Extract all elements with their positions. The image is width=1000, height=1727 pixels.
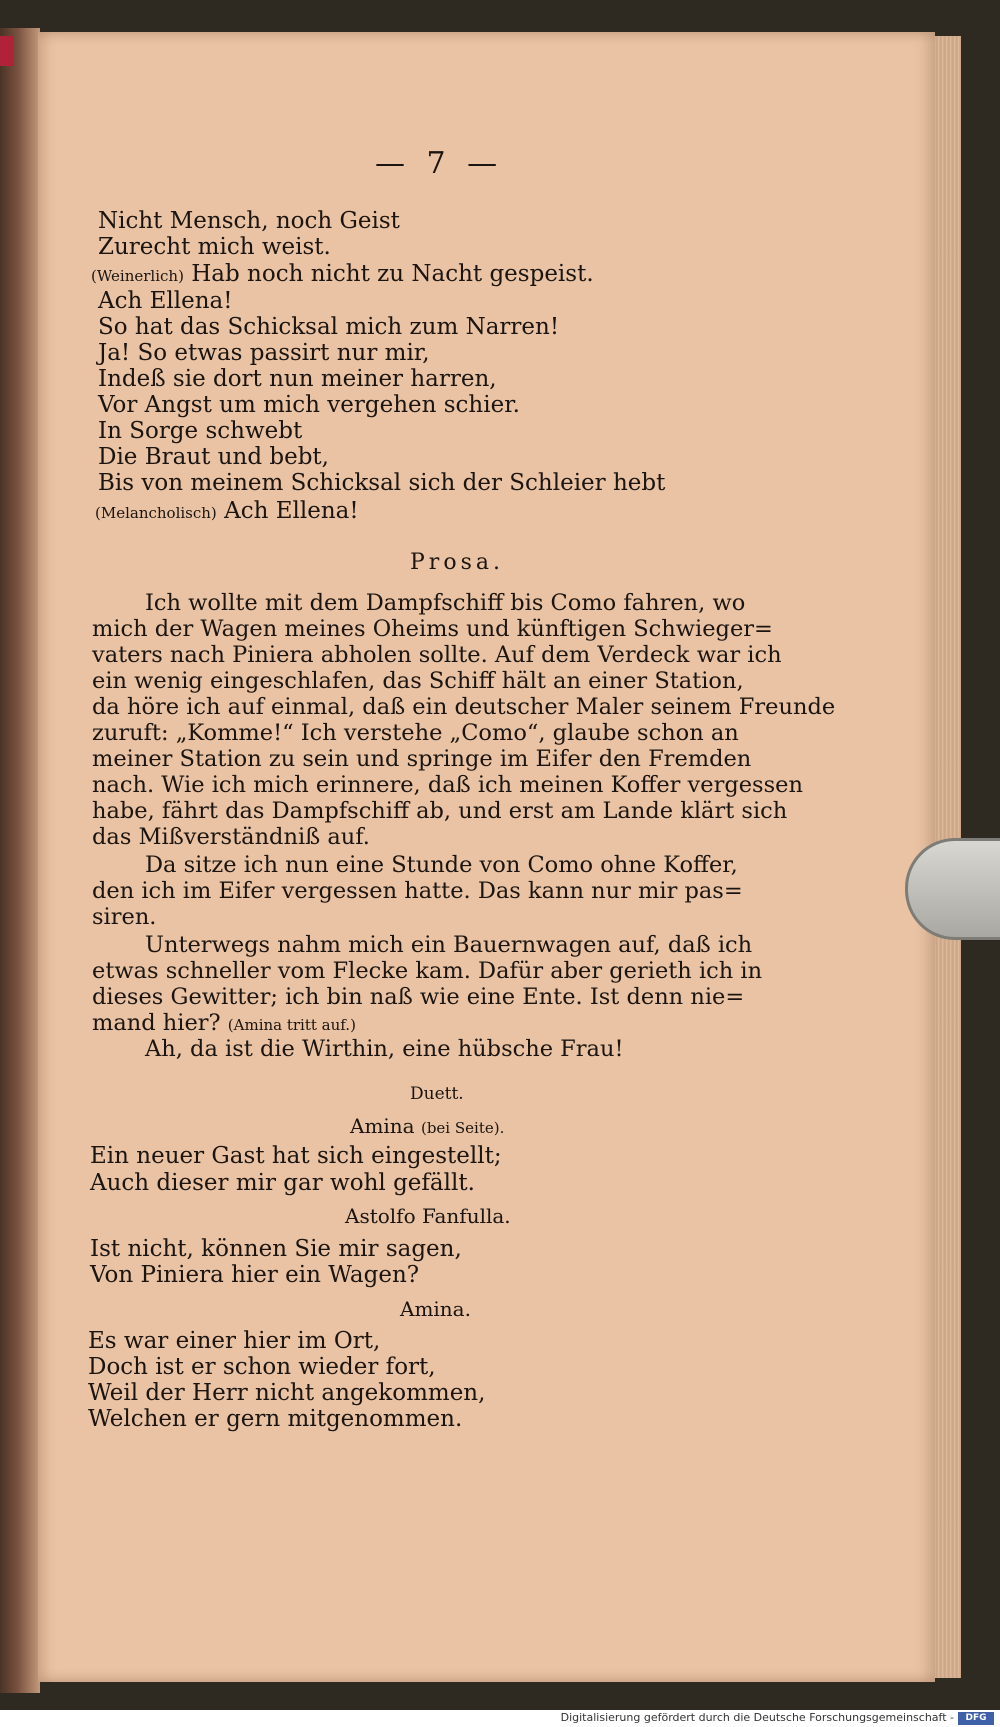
stage-direction: (Weinerlich) (91, 267, 184, 285)
verse-line: Nicht Mensch, noch Geist (98, 208, 400, 234)
verse-line: Vor Angst um mich vergehen schier. (98, 392, 520, 418)
verse-line: Zurecht mich weist. (98, 234, 331, 260)
book-spine-edge (0, 28, 40, 1693)
dfg-logo: DFG (958, 1712, 994, 1725)
stage-direction: (bei Seite). (420, 1119, 505, 1137)
footer-credit: Digitalisierung gefördert durch die Deutsche Forschungsgemeinschaft - (560, 1711, 954, 1724)
verse-line: Bis von meinem Schicksal sich der Schleier hebt (98, 470, 666, 496)
stage-direction: (Melancholisch) (95, 504, 217, 522)
verse-line: (Weinerlich) Hab noch nicht zu Nacht gespeist. (91, 261, 594, 287)
prose-line: ein wenig eingeschlafen, das Schiff hält an einer Station, (92, 668, 744, 694)
verse-line: Die Braut und bebt, (98, 444, 329, 470)
prose-line: das Mißverständniß auf. (92, 824, 370, 850)
verse-line: Weil der Herr nicht angekommen, (88, 1380, 486, 1406)
verse-line: Ist nicht, können Sie mir sagen, (90, 1236, 462, 1262)
section-heading-duett: Duett. (410, 1084, 464, 1104)
prose-line: vaters nach Piniera abholen sollte. Auf dem Verdeck war ich (92, 642, 782, 668)
speaker-astolfo: Astolfo Fanfulla. (345, 1204, 511, 1228)
red-bookmark-tab (0, 36, 14, 66)
page-clip (905, 838, 1000, 940)
verse-line: Ach Ellena! (98, 288, 233, 314)
verse-line: Ja! So etwas passirt nur mir, (98, 340, 430, 366)
prose-line: den ich im Eifer vergessen hatte. Das kann nur mir pas= (92, 878, 743, 904)
prose-line: Unterwegs nahm mich ein Bauernwagen auf, daß ich (145, 932, 753, 958)
page-number: — 7 — (375, 146, 504, 181)
stage-direction: (Amina tritt auf.) (227, 1016, 356, 1034)
prose-line: etwas schneller vom Flecke kam. Dafür aber gerieth ich in (92, 958, 763, 984)
verse-line: Indeß sie dort nun meiner harren, (98, 366, 497, 392)
prose-line: meiner Station zu sein und springe im Eifer den Fremden (92, 746, 752, 772)
prose-line: Ah, da ist die Wirthin, eine hübsche Frau! (145, 1036, 624, 1062)
prose-line: Da sitze ich nun eine Stunde von Como ohne Koffer, (145, 852, 738, 878)
verse-line: Es war einer hier im Ort, (88, 1328, 381, 1354)
prose-line: mand hier? (Amina tritt auf.) (92, 1010, 356, 1036)
prose-line: da höre ich auf einmal, daß ein deutscher Maler seinem Freunde (92, 694, 836, 720)
verse-line: Doch ist er schon wieder fort, (88, 1354, 436, 1380)
prose-line: Ich wollte mit dem Dampfschiff bis Como fahren, wo (145, 590, 746, 616)
verse-line: Auch dieser mir gar wohl gefällt. (90, 1170, 475, 1196)
verse-line: (Melancholisch) Ach Ellena! (95, 498, 359, 524)
verse-line: Von Piniera hier ein Wagen? (90, 1262, 420, 1288)
section-heading-prosa: Prosa. (410, 550, 504, 575)
prose-line: habe, fährt das Dampfschiff ab, und erst am Lande klärt sich (92, 798, 788, 824)
verse-line: In Sorge schwebt (98, 418, 303, 444)
speaker-amina: Amina (bei Seite). (350, 1114, 505, 1138)
speaker-amina: Amina. (400, 1297, 471, 1321)
prose-line: nach. Wie ich mich erinnere, daß ich meinen Koffer vergessen (92, 772, 803, 798)
prose-line: mich der Wagen meines Oheims und künftigen Schwieger= (92, 616, 773, 642)
verse-line: So hat das Schicksal mich zum Narren! (98, 314, 560, 340)
prose-line: siren. (92, 904, 157, 930)
prose-line: zuruft: „Komme!“ Ich verstehe „Como“, glaube schon an (92, 720, 739, 746)
verse-line: Ein neuer Gast hat sich eingestellt; (90, 1143, 502, 1169)
verse-line: Welchen er gern mitgenommen. (88, 1406, 463, 1432)
prose-line: dieses Gewitter; ich bin naß wie eine Ente. Ist denn nie= (92, 984, 745, 1010)
